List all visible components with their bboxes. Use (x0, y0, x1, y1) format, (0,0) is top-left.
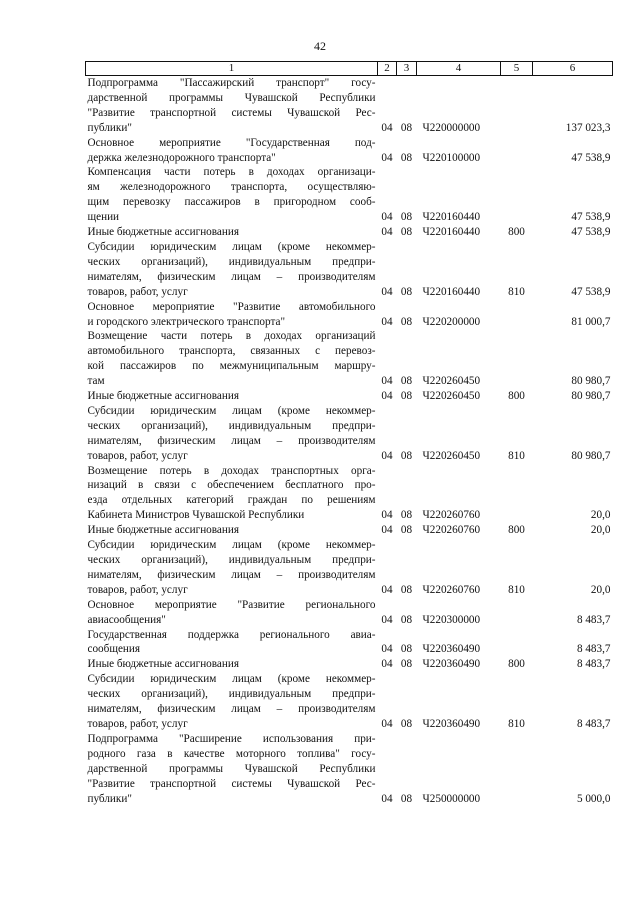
amount: 8 483,7 (576, 643, 611, 656)
row-name-line: Кабинета Министров Чувашской Республики (87, 509, 305, 522)
section-code: 04 (381, 524, 393, 537)
section-code: 04 (381, 792, 393, 805)
target-article-code: Ч220260760 (422, 583, 481, 596)
amount: 8 483,7 (576, 613, 611, 626)
target-article-code: Ч220000000 (422, 121, 481, 134)
row-name-line: там (87, 375, 105, 388)
row-name-line: Иные бюджетные ассигнования (87, 658, 239, 671)
row-name-line: Иные бюджетные ассигнования (87, 226, 239, 239)
section-code: 04 (381, 717, 393, 730)
row-name (86, 672, 378, 732)
row-name (86, 628, 378, 658)
amount: 8 483,7 (576, 658, 611, 671)
column-header-name: 1 (86, 62, 378, 76)
subsection-code: 08 (400, 524, 413, 537)
row-name-line: "Развитие транспортной системы Чувашской Рес- (87, 777, 376, 790)
expense-type-code: 800 (508, 658, 525, 671)
row-name-line: кой пассажиров по межмуниципальным маршру- (87, 360, 376, 373)
expense-type-code (501, 598, 533, 628)
row-name-line: Возмещение части потерь в доходах организаций (87, 330, 376, 343)
table-row (86, 76, 613, 136)
row-name-line: товаров, работ, услуг (87, 717, 188, 730)
subsection-code: 08 (400, 613, 413, 626)
target-article-code: Ч220160440 (422, 285, 481, 298)
amount: 47 538,9 (571, 226, 611, 239)
subsection-code: 08 (400, 658, 413, 671)
row-name (86, 136, 378, 166)
expense-type-code (501, 628, 533, 658)
section-code: 04 (381, 643, 393, 656)
row-name-line: публики" (87, 792, 132, 805)
target-article-code: Ч220360490 (422, 643, 481, 656)
subsection-code: 08 (400, 449, 413, 462)
row-name-line: Возмещение потерь в доходах транспортных орга- (87, 464, 376, 477)
section-code: 04 (381, 613, 393, 626)
expense-type-code (501, 464, 533, 524)
table-row (86, 389, 613, 404)
row-name-line: дарственной программы Чувашской Республики (87, 91, 376, 104)
row-name-line: ческих организаций), индивидуальным предпри- (87, 255, 376, 268)
subsection-code: 08 (400, 315, 413, 328)
expense-type-code: 810 (508, 285, 525, 298)
row-name-line: ческих организаций), индивидуальным предпри- (87, 419, 376, 432)
row-name (86, 538, 378, 598)
row-name-line: Подпрограмма "Пассажирский транспорт" госу- (87, 77, 376, 89)
table-row (86, 538, 613, 598)
section-code: 04 (381, 285, 393, 298)
amount: 20,0 (590, 509, 611, 522)
table-row (86, 300, 613, 330)
section-code: 04 (381, 375, 393, 388)
target-article-code: Ч220260450 (422, 390, 481, 403)
table-row (86, 732, 613, 807)
expense-type-code: 810 (508, 583, 525, 596)
expense-type-code (501, 136, 533, 166)
row-name-line: щении (87, 211, 120, 224)
row-name-line: Основное мероприятие "Развитие регионального (87, 598, 376, 611)
row-name-line: товаров, работ, услуг (87, 583, 188, 596)
section-code: 04 (381, 211, 393, 224)
section-code: 04 (381, 583, 393, 596)
row-name (86, 165, 378, 225)
row-name (86, 240, 378, 300)
row-name-line: и городского электрического транспорта" (87, 315, 286, 328)
subsection-code: 08 (400, 211, 413, 224)
amount: 20,0 (590, 583, 611, 596)
row-name-line: щим перевозку пассажиров в пригородном сооб- (87, 196, 376, 209)
page-number: 42 (314, 39, 326, 53)
column-header-target-article: 4 (417, 62, 501, 76)
column-header-amount: 6 (533, 62, 613, 76)
row-name (86, 464, 378, 524)
subsection-code: 08 (400, 121, 413, 134)
section-code: 04 (381, 658, 393, 671)
target-article-code: Ч220160440 (422, 226, 481, 239)
section-code: 04 (381, 121, 393, 134)
table-row (86, 404, 613, 464)
row-name-line: Субсидии юридическим лицам (кроме некоммер- (87, 404, 376, 417)
row-name-line: нимателям, физическим лицам – производителям (87, 270, 376, 283)
section-code: 04 (381, 449, 393, 462)
column-header-subsection: 3 (397, 62, 417, 76)
amount: 80 980,7 (571, 375, 611, 388)
row-name (86, 732, 378, 807)
amount: 47 538,9 (571, 285, 611, 298)
row-name (86, 225, 378, 240)
row-name-line: товаров, работ, услуг (87, 285, 188, 298)
row-name-line: Субсидии юридическим лицам (кроме некоммер- (87, 673, 376, 686)
column-header-expense-type: 5 (501, 62, 533, 76)
row-name-line: сообщения (87, 643, 141, 656)
expense-type-code: 800 (508, 524, 525, 537)
section-code: 04 (381, 226, 393, 239)
table-row (86, 672, 613, 732)
table-row (86, 628, 613, 658)
table-row (86, 598, 613, 628)
target-article-code: Ч220260760 (422, 509, 481, 522)
amount: 81 000,7 (571, 315, 611, 328)
row-name-line: публики" (87, 121, 132, 134)
row-name-line: езда отдельных категорий граждан по решениям (87, 494, 376, 507)
expense-type-code (501, 165, 533, 225)
row-name-line: нимателям, физическим лицам – производителям (87, 434, 376, 447)
table-row (86, 225, 613, 240)
section-code: 04 (381, 315, 393, 328)
row-name-line: Субсидии юридическим лицам (кроме некоммер- (87, 539, 376, 552)
row-name-line: автомобильного транспорта, связанных с перевоз- (87, 345, 376, 358)
target-article-code: Ч220160440 (422, 211, 481, 224)
row-name-line: "Развитие транспортной системы Чувашской Рес- (87, 106, 376, 119)
expense-type-code: 800 (508, 226, 525, 239)
subsection-code: 08 (400, 226, 413, 239)
target-article-code: Ч220100000 (422, 151, 481, 164)
row-name (86, 598, 378, 628)
section-code: 04 (381, 151, 393, 164)
row-name-line: Иные бюджетные ассигнования (87, 390, 239, 403)
row-name (86, 300, 378, 330)
expense-type-code (501, 76, 533, 136)
amount: 137 023,3 (565, 121, 611, 134)
row-name (86, 76, 378, 136)
row-name-line: низаций в связи с обеспечением бесплатного про- (87, 479, 376, 492)
target-article-code: Ч220260760 (422, 524, 481, 537)
row-name-line: ям железнодорожного транспорта, осуществляю- (87, 181, 376, 194)
row-name-line: ческих организаций), индивидуальным предпри- (87, 688, 376, 701)
expense-type-code: 810 (508, 449, 525, 462)
amount: 80 980,7 (571, 449, 611, 462)
row-name-line: авиасообщения" (87, 613, 166, 626)
row-name-line: дарственной программы Чувашской Республики (87, 762, 376, 775)
subsection-code: 08 (400, 792, 413, 805)
expense-type-code (501, 329, 533, 389)
row-name (86, 404, 378, 464)
section-code: 04 (381, 509, 393, 522)
target-article-code: Ч250000000 (422, 792, 481, 805)
target-article-code: Ч220360490 (422, 658, 481, 671)
expense-type-code: 810 (508, 717, 525, 730)
subsection-code: 08 (400, 151, 413, 164)
row-name (86, 329, 378, 389)
subsection-code: 08 (400, 390, 413, 403)
amount: 8 483,7 (576, 717, 611, 730)
table-body (86, 76, 613, 807)
table-header (86, 62, 613, 76)
amount: 20,0 (590, 524, 611, 537)
expense-type-code (501, 300, 533, 330)
subsection-code: 08 (400, 509, 413, 522)
table-row (86, 329, 613, 389)
column-header-section: 2 (378, 62, 397, 76)
row-name-line: Субсидии юридическим лицам (кроме некоммер- (87, 240, 376, 253)
target-article-code: Ч220360490 (422, 717, 481, 730)
row-name-line: нимателям, физическим лицам – производителям (87, 568, 376, 581)
table-row (86, 464, 613, 524)
row-name-line: Основное мероприятие "Развитие автомобильного (87, 300, 376, 313)
row-name-line: держка железнодорожного транспорта" (87, 151, 276, 164)
table-row (86, 657, 613, 672)
section-code: 04 (381, 390, 393, 403)
table-row (86, 240, 613, 300)
row-name-line: товаров, работ, услуг (87, 449, 188, 462)
row-name-line: Иные бюджетные ассигнования (87, 524, 239, 537)
amount: 47 538,9 (571, 211, 611, 224)
target-article-code: Ч220200000 (422, 315, 481, 328)
subsection-code: 08 (400, 583, 413, 596)
subsection-code: 08 (400, 285, 413, 298)
row-name (86, 523, 378, 538)
expense-type-code (501, 732, 533, 807)
expense-type-code: 800 (508, 390, 525, 403)
row-name-line: нимателям, физическим лицам – производителям (87, 703, 376, 716)
amount: 80 980,7 (571, 390, 611, 403)
row-name-line: родного газа в качестве моторного топлива" госу- (87, 747, 376, 760)
target-article-code: Ч220260450 (422, 375, 481, 388)
row-name (86, 389, 378, 404)
amount: 5 000,0 (576, 792, 611, 805)
row-name-line: Компенсация части потерь в доходах организаци- (87, 166, 376, 179)
subsection-code: 08 (400, 375, 413, 388)
target-article-code: Ч220300000 (422, 613, 481, 626)
table-row (86, 165, 613, 225)
row-name (86, 657, 378, 672)
subsection-code: 08 (400, 643, 413, 656)
budget-table (85, 61, 613, 806)
row-name-line: Подпрограмма "Расширение использования при- (87, 732, 376, 745)
table-row (86, 523, 613, 538)
amount: 47 538,9 (571, 151, 611, 164)
row-name-line: ческих организаций), индивидуальным предпри- (87, 554, 376, 566)
table-row (86, 136, 613, 166)
target-article-code: Ч220260450 (422, 449, 481, 462)
subsection-code: 08 (400, 717, 413, 730)
row-name-line: Государственная поддержка регионального авиа- (87, 628, 376, 641)
row-name-line: Основное мероприятие "Государственная под- (87, 136, 376, 149)
